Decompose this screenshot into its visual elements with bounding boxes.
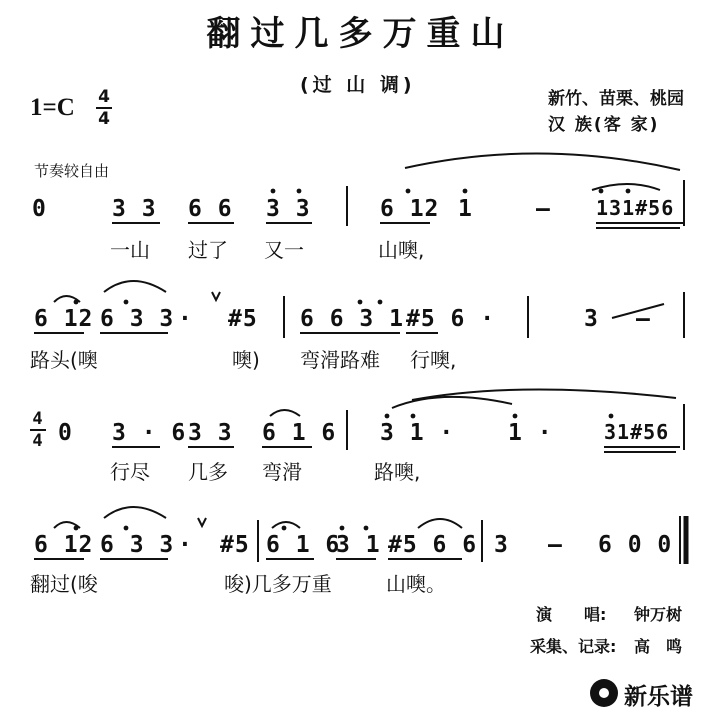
lyric-text: 行噢,	[410, 348, 457, 372]
note-group: 6 0 0	[598, 532, 673, 558]
lyric-text: 又一	[264, 238, 304, 262]
note-group: 3 · 6	[112, 420, 187, 446]
note-group: 0	[58, 420, 73, 446]
note-group: 6 1 6	[262, 420, 337, 446]
note-group: 6 6	[188, 196, 233, 222]
key-signature: 1=C	[30, 94, 75, 121]
note-group: 3	[494, 532, 509, 558]
lyric-text: 噢)	[232, 348, 260, 372]
meter-top: 4	[32, 409, 44, 429]
lyric-text: 弯滑路难	[300, 348, 380, 372]
meter-bottom: 4	[98, 109, 110, 129]
note-group: 3 1 ·	[380, 420, 455, 446]
tempo-marking: 节奏较自由	[34, 162, 110, 180]
singer-name: 钟万树	[634, 605, 683, 624]
lyric-text: 山噢。	[386, 572, 446, 596]
song-origin: 新竹、苗栗、桃园	[548, 89, 684, 109]
note-group: 6 6 3 1	[300, 306, 404, 332]
note-group: 31#56	[604, 420, 670, 444]
lyric-text: 过了	[188, 238, 228, 262]
lyric-text: 几多	[188, 460, 228, 484]
note-group: –	[548, 532, 563, 558]
note-group: 1	[458, 196, 473, 222]
lyric-text: 路头(噢	[30, 348, 98, 372]
note-group: #5 6 ·	[406, 306, 496, 332]
meter-top: 4	[98, 87, 110, 107]
lyric-text: 路噢,	[374, 460, 421, 484]
lyric-text: 弯滑	[262, 460, 302, 484]
note-group: ·	[178, 532, 193, 558]
recorder-label: 采集、记录:	[530, 637, 617, 656]
lyric-text: 山噢,	[378, 238, 425, 262]
note-group: 3 3	[266, 196, 311, 222]
singer-label: 演 唱:	[536, 605, 607, 624]
meter-bottom: 4	[32, 431, 44, 451]
note-group: 6 12	[34, 532, 94, 558]
note-group: 3 3	[112, 196, 157, 222]
note-group: 6 12	[34, 306, 94, 332]
note-group: ·	[178, 306, 193, 332]
note-group: #5	[220, 532, 250, 558]
recorder-name: 高 鸣	[634, 637, 683, 656]
site-watermark	[590, 676, 715, 710]
ethnic-group: 汉 族(客 家)	[548, 115, 660, 135]
note-group: 1 ·	[508, 420, 553, 446]
note-group: 6 12	[380, 196, 440, 222]
song-subtitle: (过 山 调)	[300, 74, 416, 96]
note-group: #5 6 6	[388, 532, 478, 558]
lyric-text: 行尽	[110, 460, 150, 484]
note-group: 131#56	[596, 196, 675, 220]
note-group: 6 3 3	[100, 532, 175, 558]
lyric-text: 一山	[110, 238, 150, 262]
note-group: 6 3 3	[100, 306, 175, 332]
note-group: 0	[32, 196, 47, 222]
note-group: 3 3	[188, 420, 233, 446]
note-group: –	[536, 196, 551, 222]
watermark-text: 新乐谱	[624, 684, 693, 710]
note-group: 6 1 6	[266, 532, 341, 558]
note-group: 3	[584, 306, 599, 332]
note-group: 3 1	[336, 532, 381, 558]
lyric-text: 唆)几多万重	[224, 572, 332, 596]
note-group: –	[636, 306, 651, 332]
song-title: 翻过几多万重山	[206, 14, 515, 54]
note-group: #5	[228, 306, 258, 332]
lyric-text: 翻过(唆	[30, 572, 98, 596]
music-disc-icon	[590, 679, 618, 707]
